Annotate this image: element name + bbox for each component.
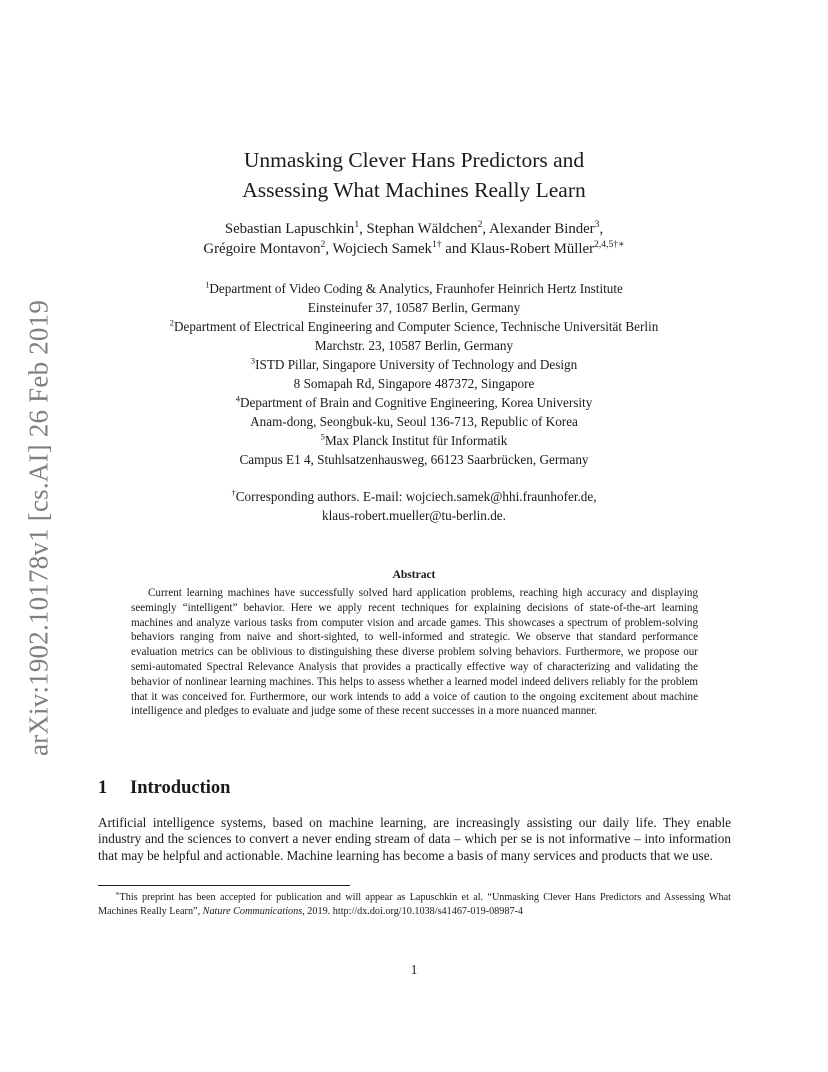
author-affiliation-mark: 1† [431, 239, 442, 251]
abstract-heading: Abstract [392, 569, 436, 581]
affiliation-mark: 1 [205, 279, 210, 290]
author-name: Klaus-Robert Müller [470, 241, 595, 257]
affiliation-address: Einsteinufer 37, 10587 Berlin, Germany [307, 300, 521, 315]
footnote-mark: ∗ [115, 890, 120, 898]
introduction-paragraph: Artificial intelligence systems, based on machine learning, are increasingly assisting our daily life. They enable industry and the sciences to convert a never ending stream of data – which per se is not informative – into information that may be helpful and actionable. Machine learning has become a basis of many services and products that we use. [98, 815, 731, 863]
affiliation-name [0, 279, 828, 298]
affiliation-text: Department of Video Coding & Analytics, Fraunhofer Heinrich Hertz Institute [209, 281, 623, 296]
author-name: Sebastian Lapuschkin [224, 221, 355, 237]
author-name: Grégoire Montavon [203, 241, 321, 257]
author-separator: , [359, 221, 367, 237]
corresponding-authors [0, 487, 828, 525]
author-separator: , [325, 241, 333, 257]
footnote-text: This preprint has been accepted for publication and will appear as Lapuschkin et al. “Unmasking Clever Hans Predictors and Assessing What Machines Really Learn”, [98, 892, 731, 917]
footnote-text-end: , 2019. http://dx.doi.org/10.1038/s41467-019-08987-4 [302, 905, 524, 917]
arxiv-identifier-text: arXiv:1902.10178v1 [cs.AI] 26 Feb 2019 [23, 299, 54, 756]
corresponding-line-1 [0, 487, 828, 506]
affiliation-mark: 4 [235, 393, 240, 404]
affiliation-text: Max Planck Institut für Informatik [324, 433, 508, 448]
footnote-rule [98, 885, 350, 886]
affiliation-name [0, 355, 828, 374]
title-line-1: Unmasking Clever Hans Predictors and [243, 148, 585, 172]
author-separator: , [599, 221, 604, 237]
affiliation-name [0, 317, 828, 336]
affiliation-mark: 3 [250, 355, 256, 366]
author-list [0, 219, 828, 259]
author-name: Wojciech Samek [332, 241, 432, 257]
corresponding-line-2: klaus-robert.mueller@tu-berlin.de. [322, 508, 506, 523]
author-affiliation-mark: 2 [477, 219, 483, 231]
author-affiliation-mark: 2 [320, 239, 326, 251]
corresponding-mark: † [231, 487, 236, 498]
affiliation-text: Department of Electrical Engineering and Computer Science, Technische Universität Berlin [173, 319, 659, 334]
affiliation-address: Anam-dong, Seongbuk-ku, Seoul 136-713, Republic of Korea [250, 414, 578, 429]
page-number: 1 [410, 962, 418, 977]
affiliation-text: Department of Brain and Cognitive Engineering, Korea University [239, 395, 593, 410]
abstract-body [131, 586, 698, 719]
section-title: Introduction [130, 778, 231, 798]
author-separator: and [441, 241, 471, 257]
section-number: 1 [98, 778, 108, 798]
abstract-text: Current learning machines have successfully solved hard application problems, reaching high accuracy and displaying seemingly “intelligent” behavior. Here we apply recent techniques for explaining decisions of state-of-the-art learning machines and analyze various tasks from computer vision and arcade games. This showcases a spectrum of problem-solving behaviors ranging from naive and short-sighted, to well-informed and strategic. We observe that standard performance evaluation metrics can be oblivious to distinguishing these diverse problem solving behaviors. Furthermore, we propose our semi-automated Spectral Relevance Analysis that provides a practically effective way of characterizing and validating the behavior of nonlinear learning machines. This helps to assess whether a learned model indeed delivers reliably for the problem that it was conceived for. Furthermore, our work intends to add a voice of caution to the ongoing excitement about machine intelligence and pledges to evaluate and judge some of these recent successes in a more nuanced manner. [131, 587, 698, 718]
affiliation-address: Marchstr. 23, 10587 Berlin, Germany [314, 338, 514, 353]
affiliation-mark: 2 [169, 317, 174, 328]
author-separator: , [482, 221, 490, 237]
author-affiliation-mark: 2,4,5†∗ [594, 239, 625, 251]
affiliation-mark: 5 [320, 431, 325, 442]
author-name: Stephan Wäldchen [366, 221, 478, 237]
affiliation-text: ISTD Pillar, Singapore University of Technology and Design [255, 357, 578, 372]
author-line-2 [0, 239, 828, 259]
footnote-journal: Nature Communications [202, 905, 303, 917]
author-affiliation-mark: 3 [594, 219, 600, 231]
footnote [98, 891, 731, 918]
affiliation-address: Campus E1 4, Stuhlsatzenhausweg, 66123 Saarbrücken, Germany [239, 452, 589, 467]
affiliation-list [0, 279, 828, 469]
author-name: Alexander Binder [489, 221, 595, 237]
affiliation-name [0, 431, 828, 450]
section-heading [98, 778, 230, 799]
affiliation-address: 8 Somapah Rd, Singapore 487372, Singapore [293, 376, 535, 391]
author-affiliation-mark: 1 [354, 219, 360, 231]
corresponding-text: Corresponding authors. E-mail: wojciech.samek@hhi.fraunhofer.de, [235, 489, 597, 504]
author-line-1 [0, 219, 828, 239]
affiliation-name [0, 393, 828, 412]
paper-title [0, 145, 828, 205]
title-line-2: Assessing What Machines Really Learn [242, 178, 586, 202]
